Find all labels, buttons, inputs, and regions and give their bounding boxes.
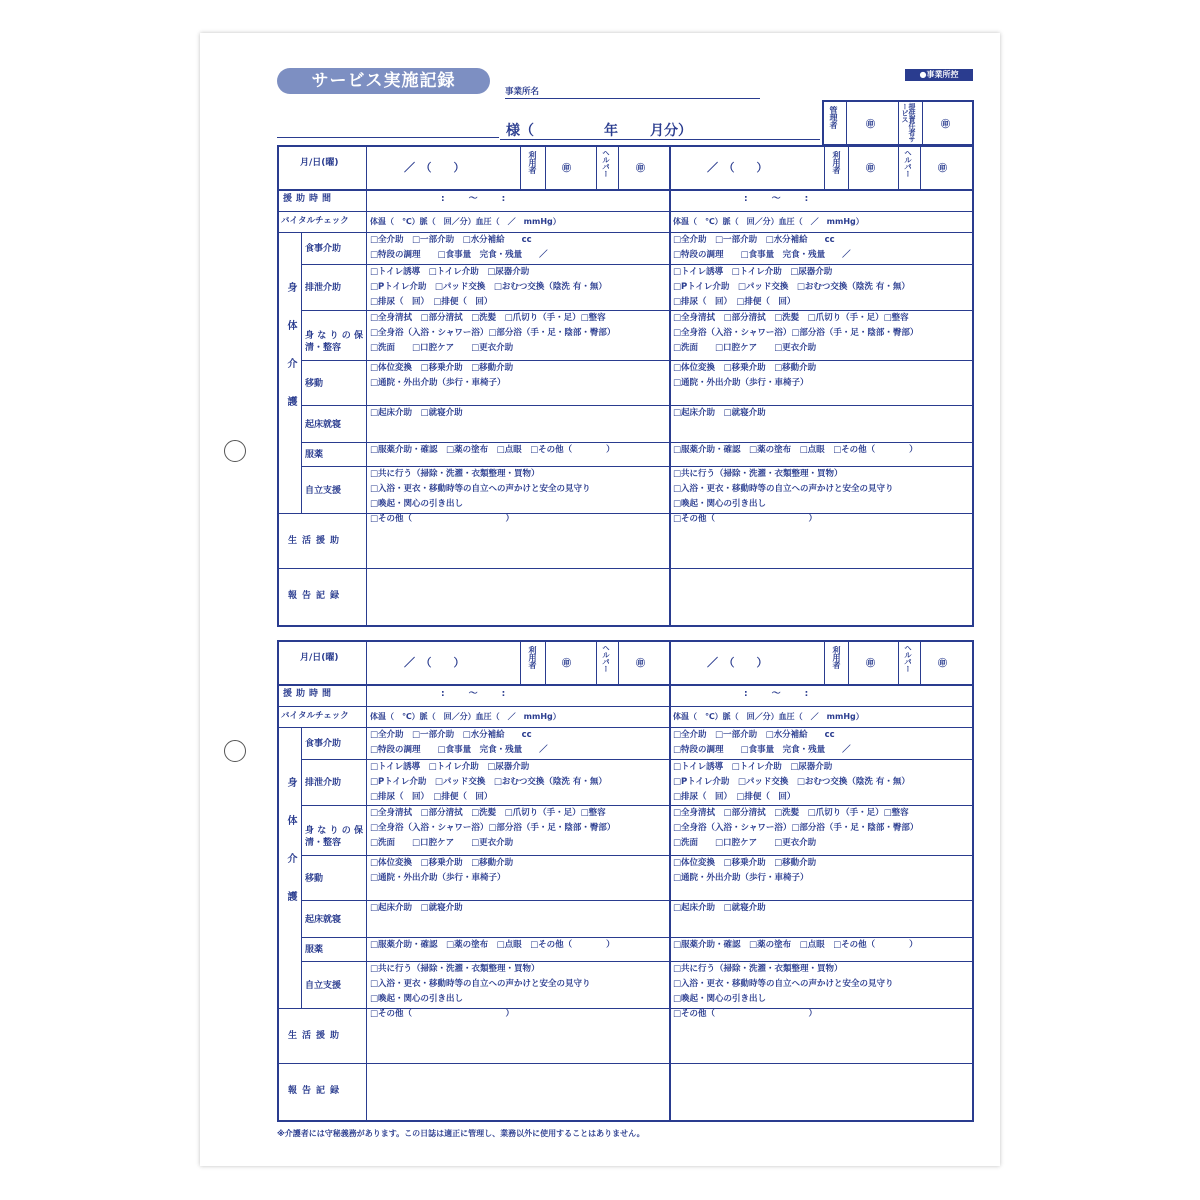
col-line: [301, 727, 302, 1008]
row-line: [301, 310, 974, 311]
date-label: 月/日(曜): [300, 158, 339, 168]
row-line: [301, 961, 974, 962]
vital-field[interactable]: 体温（ ℃）脈（ 回／分）血圧（ ／ mmHg）: [370, 712, 561, 721]
col-line: [848, 640, 849, 684]
checkbox-option[interactable]: □入浴・更衣・移動時等の自立への声かけと安全の見守り: [370, 484, 591, 494]
col-line: [618, 145, 619, 189]
row-line: [301, 937, 974, 938]
checkbox-option[interactable]: □洗面 □口腔ケア □更衣介助: [370, 343, 514, 353]
form-title: サービス実施記録: [277, 68, 490, 94]
col-line: [618, 640, 619, 684]
time-field[interactable]: : 〜 :: [441, 689, 508, 699]
user-stamp: ㊞: [866, 659, 876, 669]
row-line: [301, 442, 974, 443]
user-stamp: ㊞: [866, 164, 876, 174]
date-field[interactable]: ／ （ ）: [707, 656, 768, 669]
checkbox-option[interactable]: □服薬介助・確認 □薬の塗布 □点眼 □その他（ ）: [673, 940, 918, 950]
checkbox-option[interactable]: □服薬介助・確認 □薬の塗布 □点眼 □その他（ ）: [673, 445, 918, 455]
col-line: [596, 640, 597, 684]
checkbox-option[interactable]: □起床介助 □就寝介助: [370, 408, 463, 418]
vital-field[interactable]: 体温（ ℃）脈（ 回／分）血圧（ ／ mmHg）: [370, 217, 561, 226]
row-line: [277, 684, 974, 686]
checkbox-option[interactable]: □特段の調理 □食事量 完食・残量 ／: [370, 745, 548, 755]
manager-stamp: ㊞: [866, 120, 876, 130]
checkbox-option[interactable]: □排尿（ 回） □排便（ 回）: [673, 792, 796, 802]
checkbox-option[interactable]: □全介助 □一部介助 □水分補給 cc: [673, 235, 835, 245]
row-line: [301, 759, 974, 760]
row-line: [277, 706, 974, 707]
checkbox-option[interactable]: □起床介助 □就寝介助: [370, 903, 463, 913]
user-stamp: ㊞: [562, 659, 572, 669]
checkbox-option[interactable]: □特段の調理 □食事量 完食・残量 ／: [370, 250, 548, 260]
checkbox-option[interactable]: □その他（ ）: [370, 1009, 515, 1019]
report-field[interactable]: [671, 1065, 969, 1117]
row-line: [301, 466, 974, 467]
row-line: [277, 1063, 974, 1064]
checkbox-option[interactable]: □洗面 □口腔ケア □更衣介助: [673, 838, 817, 848]
checkbox-option[interactable]: □全身清拭 □部分清拭 □洗髪 □爪切り（手・足）□整容: [370, 313, 606, 323]
helper-stamp: ㊞: [636, 659, 646, 669]
row-line: [277, 568, 974, 569]
date-field[interactable]: ／ （ ）: [404, 656, 465, 669]
checkbox-option[interactable]: □共に行う（掃除・洗濯・衣類整理・買物）: [673, 964, 843, 974]
checkbox-option[interactable]: □排尿（ 回） □排便（ 回）: [370, 792, 493, 802]
recipient-month: 月分）: [650, 123, 692, 139]
checkbox-option[interactable]: □共に行う（掃除・洗濯・衣類整理・買物）: [370, 469, 540, 479]
row-label: 自立支援: [305, 485, 342, 496]
checkbox-option[interactable]: □入浴・更衣・移動時等の自立への声かけと安全の見守り: [370, 979, 591, 989]
service-manager-label: 提供責任者サービス: [901, 103, 916, 142]
recipient-line: [500, 139, 820, 140]
report-label: 報告記録: [288, 591, 345, 601]
vital-field[interactable]: 体温（ ℃）脈（ 回／分）血圧（ ／ mmHg）: [673, 712, 864, 721]
checkbox-option[interactable]: □全身清拭 □部分清拭 □洗髪 □爪切り（手・足）□整容: [673, 808, 909, 818]
row-label: 移動: [305, 378, 324, 389]
checkbox-option[interactable]: □その他（ ）: [673, 514, 818, 524]
body-care-label: 身体介護: [285, 777, 296, 929]
helper-stamp: ㊞: [938, 659, 948, 669]
divider: [922, 101, 923, 145]
checkbox-option[interactable]: □入浴・更衣・移動時等の自立への声かけと安全の見守り: [673, 979, 894, 989]
row-line: [301, 900, 974, 901]
row-label: 食事介助: [305, 739, 342, 749]
time-field[interactable]: : 〜 :: [441, 194, 508, 204]
helper-label: ヘルパー: [601, 149, 611, 177]
divider: [846, 101, 847, 145]
row-label: 食事介助: [305, 244, 342, 254]
vital-field[interactable]: 体温（ ℃）脈（ 回／分）血圧（ ／ mmHg）: [673, 217, 864, 226]
row-line: [301, 405, 974, 406]
office-label: 事業所名: [505, 87, 540, 97]
col-line: [824, 145, 825, 189]
row-label: 排泄介助: [305, 778, 342, 788]
checkbox-option[interactable]: □通院・外出介助（歩行・車椅子）: [673, 378, 809, 388]
col-line: [898, 145, 899, 189]
row-label: 自立支援: [305, 980, 342, 991]
checkbox-option[interactable]: □喚起・関心の引き出し: [370, 499, 464, 509]
checkbox-option[interactable]: □特段の調理 □食事量 完食・残量 ／: [673, 250, 851, 260]
helper-label: ヘルパー: [903, 149, 913, 177]
date-label: 月/日(曜): [300, 653, 339, 663]
row-line: [301, 805, 974, 806]
checkbox-option[interactable]: □喚起・関心の引き出し: [370, 994, 464, 1004]
row-line: [277, 211, 974, 212]
time-label: 援助時間: [283, 689, 336, 699]
life-support-label: 生活援助: [288, 1031, 345, 1041]
row-label: 身なりの保清・整容: [305, 826, 363, 848]
checkbox-option[interactable]: □洗面 □口腔ケア □更衣介助: [673, 343, 817, 353]
col-line: [596, 145, 597, 189]
life-support-field[interactable]: [368, 1010, 666, 1062]
checkbox-option[interactable]: □全身浴（入浴・シャワー浴）□部分浴（手・足・陰部・臀部）: [673, 328, 919, 338]
helper-stamp: ㊞: [636, 164, 646, 174]
checkbox-option[interactable]: □服薬介助・確認 □薬の塗布 □点眼 □その他（ ）: [370, 445, 615, 455]
checkbox-option[interactable]: □トイレ誘導 □トイレ介助 □尿器介助: [370, 762, 530, 772]
row-label: 排泄介助: [305, 283, 342, 293]
checkbox-option[interactable]: □Pトイレ介助 □パッド交換 □おむつ交換（陰洗 有・無）: [673, 777, 910, 787]
time-label: 援助時間: [283, 194, 336, 204]
col-line: [898, 640, 899, 684]
checkbox-option[interactable]: □通院・外出介助（歩行・車椅子）: [370, 378, 506, 388]
checkbox-option[interactable]: □共に行う（掃除・洗濯・衣類整理・買物）: [673, 469, 843, 479]
vital-label: バイタルチェック: [281, 216, 349, 226]
row-line: [277, 232, 974, 233]
col-line: [824, 640, 825, 684]
checkbox-option[interactable]: □全介助 □一部介助 □水分補給 cc: [370, 730, 532, 740]
report-field[interactable]: [671, 570, 969, 622]
row-line: [277, 727, 974, 728]
checkbox-option[interactable]: □入浴・更衣・移動時等の自立への声かけと安全の見守り: [673, 484, 894, 494]
checkbox-option[interactable]: □体位変換 □移乗介助 □移動介助: [370, 363, 514, 373]
checkbox-option[interactable]: □体位変換 □移乗介助 □移動介助: [673, 363, 817, 373]
checkbox-option[interactable]: □全身清拭 □部分清拭 □洗髪 □爪切り（手・足）□整容: [370, 808, 606, 818]
checkbox-option[interactable]: □体位変換 □移乗介助 □移動介助: [370, 858, 514, 868]
user-label: 利用者: [528, 646, 537, 669]
helper-stamp: ㊞: [938, 164, 948, 174]
col-line: [520, 145, 521, 189]
row-label: 服薬: [305, 450, 324, 460]
checkbox-option[interactable]: □排尿（ 回） □排便（ 回）: [370, 297, 493, 307]
recipient-nen: 年: [604, 123, 618, 139]
checkbox-option[interactable]: □喚起・関心の引き出し: [673, 994, 767, 1004]
row-label: 起床就寝: [305, 419, 342, 430]
col-line: [545, 640, 546, 684]
checkbox-option[interactable]: □共に行う（掃除・洗濯・衣類整理・買物）: [370, 964, 540, 974]
row-label: 起床就寝: [305, 914, 342, 925]
checkbox-option[interactable]: □特段の調理 □食事量 完食・残量 ／: [673, 745, 851, 755]
row-label: 身なりの保清・整容: [305, 331, 363, 353]
helper-label: ヘルパー: [903, 644, 913, 672]
time-field[interactable]: : 〜 :: [744, 194, 811, 204]
col-line: [301, 232, 302, 513]
checkbox-option[interactable]: □全身浴（入浴・シャワー浴）□部分浴（手・足・陰部・臀部）: [673, 823, 919, 833]
checkbox-option[interactable]: □通院・外出介助（歩行・車椅子）: [370, 873, 506, 883]
recipient-sama: 様（: [506, 123, 534, 139]
checkbox-option[interactable]: □体位変換 □移乗介助 □移動介助: [673, 858, 817, 868]
office-underline: [505, 98, 760, 99]
user-label: 利用者: [832, 151, 841, 174]
manager-label: 管理者: [829, 106, 838, 129]
user-stamp: ㊞: [562, 164, 572, 174]
col-line: [520, 640, 521, 684]
report-field[interactable]: [368, 1065, 666, 1117]
user-label: 利用者: [832, 646, 841, 669]
checkbox-option[interactable]: □洗面 □口腔ケア □更衣介助: [370, 838, 514, 848]
col-line: [366, 640, 367, 1120]
col-line: [366, 145, 367, 625]
checkbox-option[interactable]: □その他（ ）: [673, 1009, 818, 1019]
life-support-field[interactable]: [368, 515, 666, 567]
corner-tag: ●事業所控: [905, 69, 973, 81]
row-label: 移動: [305, 873, 324, 884]
life-support-field[interactable]: [671, 515, 969, 567]
binder-hole: [224, 440, 246, 462]
footer-note: ※介護者には守秘義務があります。この日誌は適正に管理し、業務以外に使用することはありません。: [277, 1129, 645, 1138]
life-support-field[interactable]: [671, 1010, 969, 1062]
checkbox-option[interactable]: □喚起・関心の引き出し: [673, 499, 767, 509]
date-field[interactable]: ／ （ ）: [707, 161, 768, 174]
user-label: 利用者: [528, 151, 537, 174]
row-line: [301, 855, 974, 856]
life-support-label: 生活援助: [288, 536, 345, 546]
recipient-underline: [277, 137, 499, 138]
checkbox-option[interactable]: □排尿（ 回） □排便（ 回）: [673, 297, 796, 307]
report-label: 報告記録: [288, 1086, 345, 1096]
checkbox-option[interactable]: □起床介助 □就寝介助: [673, 903, 766, 913]
vital-label: バイタルチェック: [281, 711, 349, 721]
col-line: [920, 640, 921, 684]
service-manager-stamp: ㊞: [941, 120, 951, 130]
checkbox-option[interactable]: □その他（ ）: [370, 514, 515, 524]
checkbox-option[interactable]: □Pトイレ介助 □パッド交換 □おむつ交換（陰洗 有・無）: [370, 282, 607, 292]
row-line: [301, 264, 974, 265]
row-line: [301, 360, 974, 361]
binder-hole: [224, 740, 246, 762]
checkbox-option[interactable]: □全身浴（入浴・シャワー浴）□部分浴（手・足・陰部・臀部）: [370, 823, 616, 833]
checkbox-option[interactable]: □Pトイレ介助 □パッド交換 □おむつ交換（陰洗 有・無）: [370, 777, 607, 787]
time-field[interactable]: : 〜 :: [744, 689, 811, 699]
checkbox-option[interactable]: □トイレ誘導 □トイレ介助 □尿器介助: [673, 762, 833, 772]
report-field[interactable]: [368, 570, 666, 622]
divider: [898, 101, 899, 145]
checkbox-option[interactable]: □起床介助 □就寝介助: [673, 408, 766, 418]
checkbox-option[interactable]: □全介助 □一部介助 □水分補給 cc: [673, 730, 835, 740]
body-care-label: 身体介護: [285, 282, 296, 434]
checkbox-option[interactable]: □全身清拭 □部分清拭 □洗髪 □爪切り（手・足）□整容: [673, 313, 909, 323]
checkbox-option[interactable]: □トイレ誘導 □トイレ介助 □尿器介助: [370, 267, 530, 277]
checkbox-option[interactable]: □トイレ誘導 □トイレ介助 □尿器介助: [673, 267, 833, 277]
checkbox-option[interactable]: □全介助 □一部介助 □水分補給 cc: [370, 235, 532, 245]
checkbox-option[interactable]: □全身浴（入浴・シャワー浴）□部分浴（手・足・陰部・臀部）: [370, 328, 616, 338]
helper-label: ヘルパー: [601, 644, 611, 672]
col-line: [848, 145, 849, 189]
col-line: [545, 145, 546, 189]
checkbox-option[interactable]: □服薬介助・確認 □薬の塗布 □点眼 □その他（ ）: [370, 940, 615, 950]
date-field[interactable]: ／ （ ）: [404, 161, 465, 174]
row-label: 服薬: [305, 945, 324, 955]
col-line: [920, 145, 921, 189]
row-line: [277, 189, 974, 191]
checkbox-option[interactable]: □通院・外出介助（歩行・車椅子）: [673, 873, 809, 883]
checkbox-option[interactable]: □Pトイレ介助 □パッド交換 □おむつ交換（陰洗 有・無）: [673, 282, 910, 292]
